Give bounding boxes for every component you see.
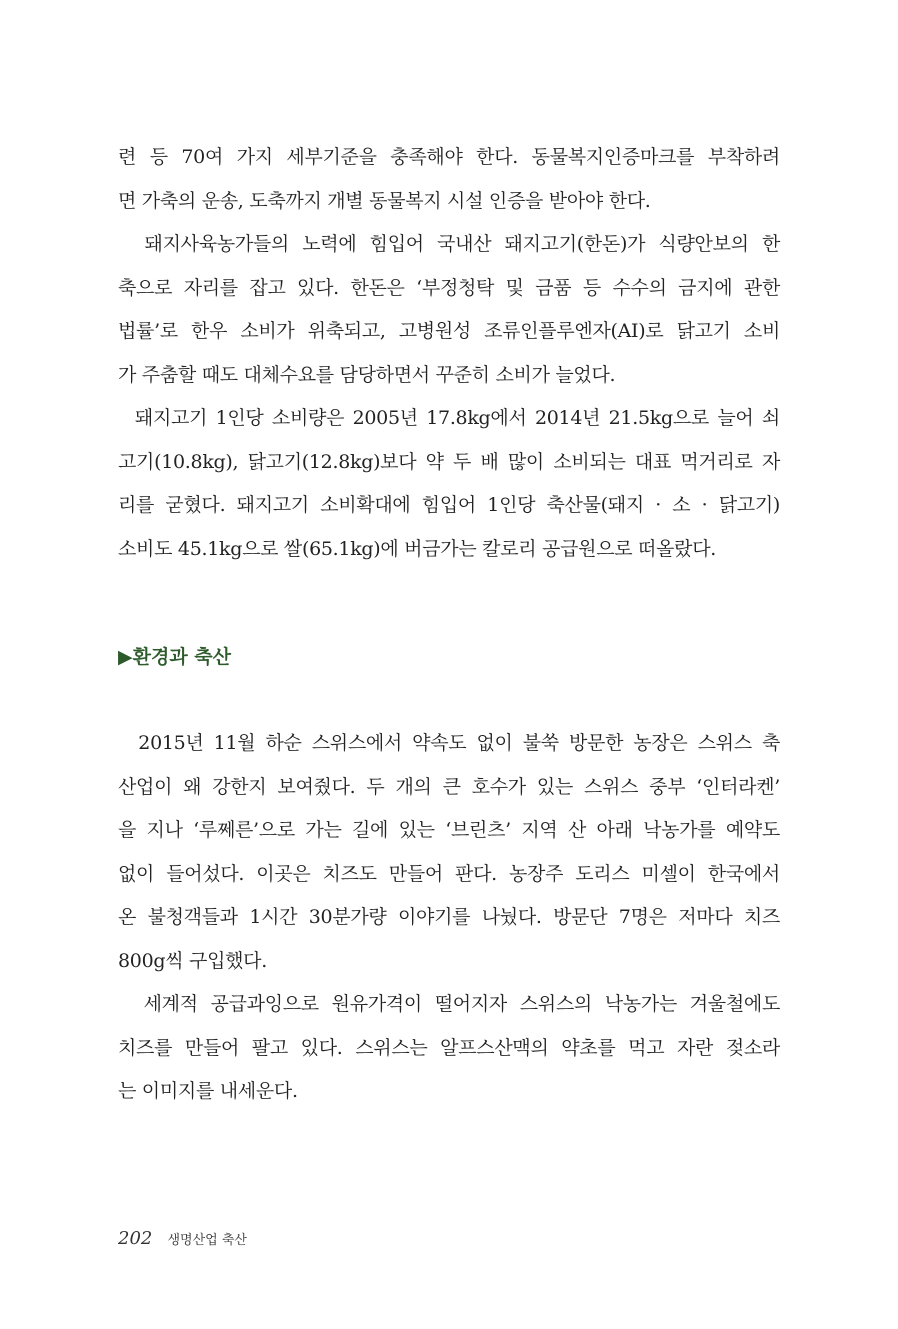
text-line: 산업이 왜 강한지 보여줬다. 두 개의 큰 호수가 있는 스위스 중부 ‘인터라켄’ <box>118 775 780 798</box>
text-line: 련 등 70여 가지 세부기준을 충족해야 한다. 동물복지인증마크를 부착하려 <box>118 146 780 168</box>
text-line: 온 불청객들과 1시간 30분가량 이야기를 나눴다. 방문단 7명은 저마다 치즈 <box>118 906 780 928</box>
text-line: 없이 들어섰다. 이곳은 치즈도 만들어 판다. 농장주 도리스 미셀이 한국에서 <box>118 862 780 885</box>
running-title: 생명산업 축산 <box>167 1233 247 1248</box>
body-text-block-2 <box>118 722 780 1114</box>
text-line: 리를 굳혔다. 돼지고기 소비확대에 힘입어 1인당 축산물(돼지 · 소 · 닭고기) <box>118 494 780 516</box>
text-line: 고기(10.8kg), 닭고기(12.8kg)보다 약 두 배 많이 소비되는 대표 먹거리로 자 <box>118 450 780 473</box>
text-line: 소비도 45.1kg으로 쌀(65.1kg)에 버금가는 칼로리 공급원으로 떠올랐다. <box>118 537 717 560</box>
text-line: 세계적 공급과잉으로 원유가격이 떨어지자 스위스의 낙농가는 겨울철에도 <box>118 993 780 1015</box>
text-line: 면 가축의 운송, 도축까지 개별 동물복지 시설 인증을 받아야 한다. <box>118 189 651 212</box>
text-line: 돼지고기 1인당 소비량은 2005년 17.8kg에서 2014년 21.5kg으로 늘어 쇠 <box>118 407 780 429</box>
text-line: 치즈를 만들어 팔고 있다. 스위스는 알프스산맥의 약초를 먹고 자란 젖소라 <box>118 1036 780 1059</box>
body-text-block-1 <box>118 136 780 571</box>
text-line: 가 주춤할 때도 대체수요를 담당하면서 꾸준히 소비가 늘었다. <box>118 363 616 386</box>
text-line: 을 지나 ‘루쩨른’으로 가는 길에 있는 ‘브린츠’ 지역 산 아래 낙농가를 예약도 <box>118 819 780 841</box>
text-line: 축으로 자리를 잡고 있다. 한돈은 ‘부정청탁 및 금품 등 수수의 금지에 관한 <box>118 276 780 299</box>
page-footer <box>118 1224 247 1256</box>
page-number: 202 <box>118 1228 153 1249</box>
text-line: 800g씩 구입했다. <box>118 949 267 972</box>
text-line: 법률’로 한우 소비가 위축되고, 고병원성 조류인플루엔자(AI)로 닭고기 소비 <box>118 320 780 342</box>
text-line: 는 이미지를 내세운다. <box>118 1080 298 1102</box>
text-line: 2015년 11월 하순 스위스에서 약속도 없이 불쑥 방문한 농장은 스위스 축 <box>118 732 780 754</box>
section-heading: ▶환경과 축산 <box>118 646 231 668</box>
text-line: 돼지사육농가들의 노력에 힘입어 국내산 돼지고기(한돈)가 식량안보의 한 <box>118 233 780 255</box>
